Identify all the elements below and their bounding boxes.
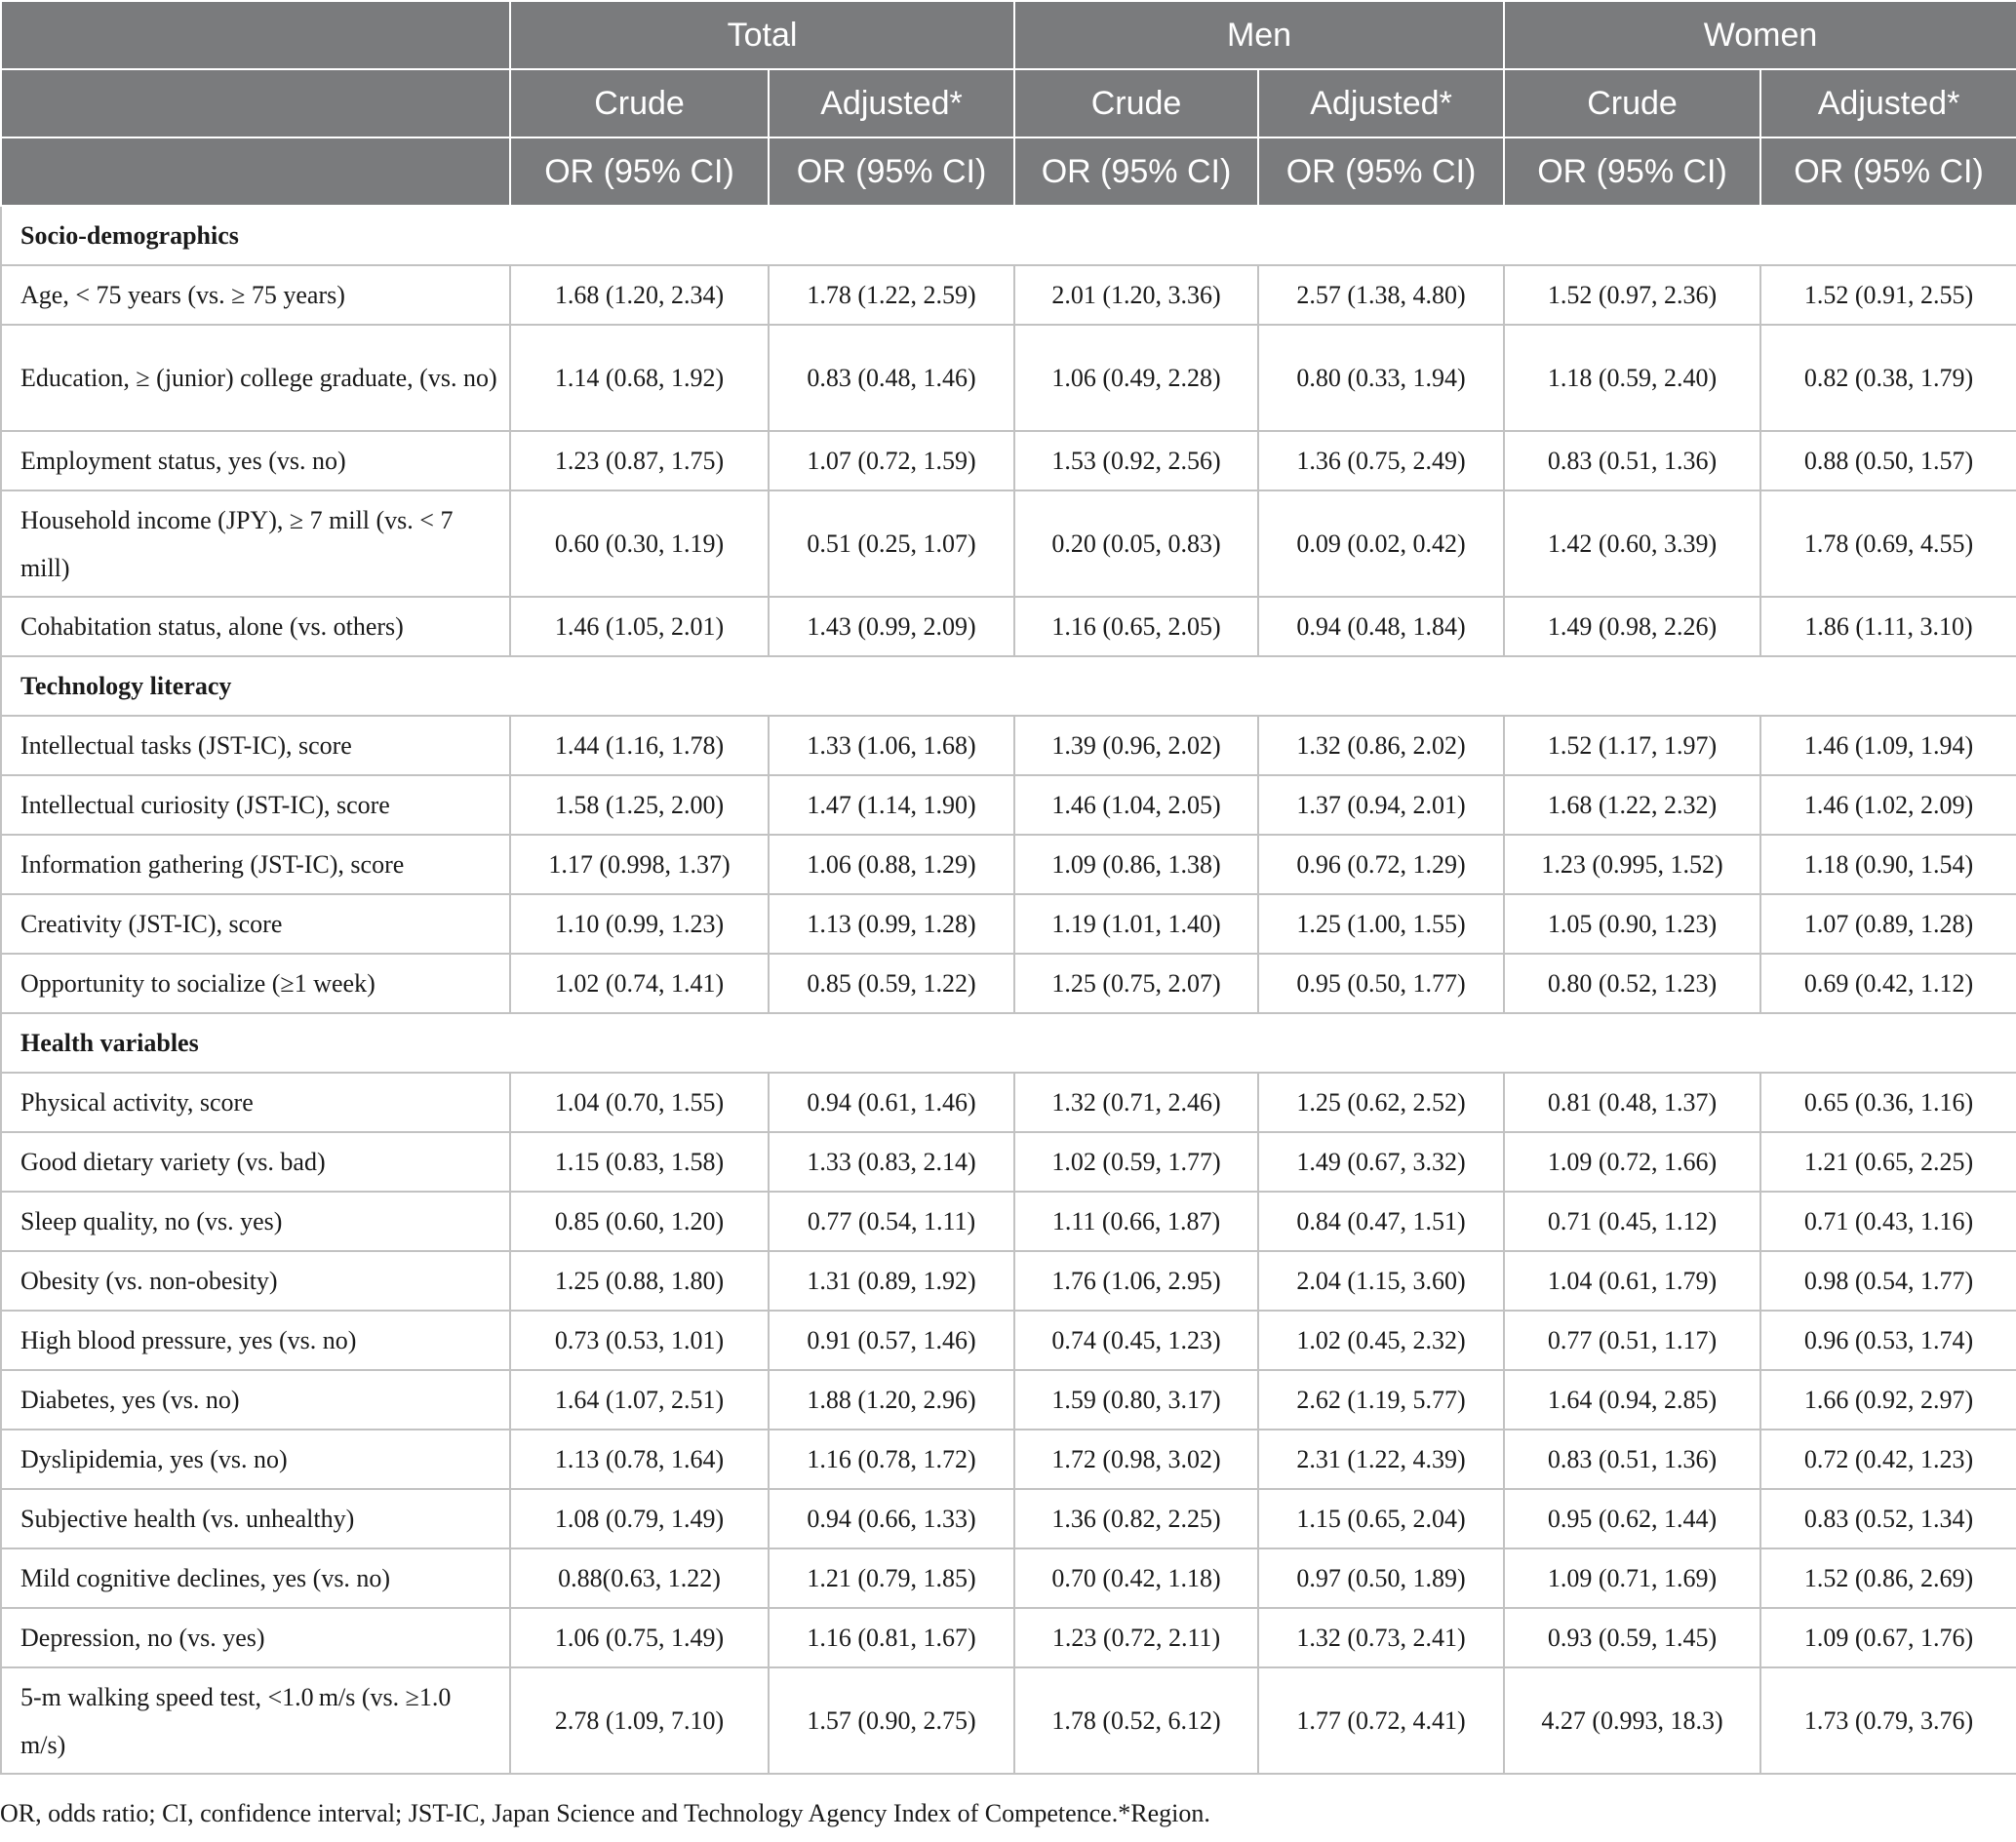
- or-value-cell: 1.13 (0.99, 1.28): [769, 894, 1014, 954]
- or-value-cell: 1.76 (1.06, 2.95): [1014, 1251, 1258, 1311]
- table-row: [1, 265, 2016, 325]
- row-label: Cohabitation status, alone (vs. others): [1, 597, 510, 656]
- or-value-cell: 1.36 (0.82, 2.25): [1014, 1489, 1258, 1548]
- table-row: [1, 894, 2016, 954]
- or-value-cell: 0.20 (0.05, 0.83): [1014, 490, 1258, 597]
- table-row: [1, 716, 2016, 775]
- or-value-cell: 1.23 (0.72, 2.11): [1014, 1608, 1258, 1667]
- or-value-cell: 1.04 (0.61, 1.79): [1504, 1251, 1760, 1311]
- or-value-cell: 1.44 (1.16, 1.78): [510, 716, 769, 775]
- or-value-cell: 1.52 (0.91, 2.55): [1760, 265, 2016, 325]
- or-value-cell: 1.43 (0.99, 2.09): [769, 597, 1014, 656]
- or-value-cell: 1.06 (0.75, 1.49): [510, 1608, 769, 1667]
- table-header: [1, 1, 2016, 206]
- or-value-cell: 1.02 (0.74, 1.41): [510, 954, 769, 1013]
- header-metric: OR (95% CI): [1014, 137, 1258, 206]
- or-value-cell: 0.71 (0.43, 1.16): [1760, 1192, 2016, 1251]
- or-value-cell: 0.94 (0.61, 1.46): [769, 1073, 1014, 1132]
- or-value-cell: 1.09 (0.71, 1.69): [1504, 1548, 1760, 1608]
- or-value-cell: 1.15 (0.65, 2.04): [1258, 1489, 1504, 1548]
- row-label: Mild cognitive declines, yes (vs. no): [1, 1548, 510, 1608]
- or-value-cell: 1.06 (0.49, 2.28): [1014, 325, 1258, 431]
- or-value-cell: 2.62 (1.19, 5.77): [1258, 1370, 1504, 1430]
- or-value-cell: 0.88 (0.50, 1.57): [1760, 431, 2016, 490]
- or-value-cell: 1.46 (1.05, 2.01): [510, 597, 769, 656]
- or-value-cell: 0.70 (0.42, 1.18): [1014, 1548, 1258, 1608]
- or-value-cell: 0.81 (0.48, 1.37): [1504, 1073, 1760, 1132]
- row-label: Depression, no (vs. yes): [1, 1608, 510, 1667]
- or-value-cell: 1.33 (0.83, 2.14): [769, 1132, 1014, 1192]
- table-row: [1, 1192, 2016, 1251]
- header-women-crude: Crude: [1504, 69, 1760, 137]
- table-row: [1, 1548, 2016, 1608]
- or-value-cell: 1.02 (0.59, 1.77): [1014, 1132, 1258, 1192]
- header-corner-cell: [1, 137, 510, 206]
- or-value-cell: 1.23 (0.87, 1.75): [510, 431, 769, 490]
- or-value-cell: 1.46 (1.09, 1.94): [1760, 716, 2016, 775]
- header-corner-cell: [1, 69, 510, 137]
- or-value-cell: 1.19 (1.01, 1.40): [1014, 894, 1258, 954]
- or-value-cell: 1.23 (0.995, 1.52): [1504, 835, 1760, 894]
- or-value-cell: 1.21 (0.65, 2.25): [1760, 1132, 2016, 1192]
- or-value-cell: 1.46 (1.02, 2.09): [1760, 775, 2016, 835]
- row-label: Physical activity, score: [1, 1073, 510, 1132]
- or-value-cell: 0.96 (0.53, 1.74): [1760, 1311, 2016, 1370]
- or-value-cell: 0.60 (0.30, 1.19): [510, 490, 769, 597]
- or-value-cell: 0.85 (0.60, 1.20): [510, 1192, 769, 1251]
- or-value-cell: 1.11 (0.66, 1.87): [1014, 1192, 1258, 1251]
- or-value-cell: 1.07 (0.89, 1.28): [1760, 894, 2016, 954]
- or-value-cell: 0.77 (0.54, 1.11): [769, 1192, 1014, 1251]
- or-value-cell: 1.25 (0.88, 1.80): [510, 1251, 769, 1311]
- or-value-cell: 1.49 (0.67, 3.32): [1258, 1132, 1504, 1192]
- or-value-cell: 1.78 (1.22, 2.59): [769, 265, 1014, 325]
- row-label: Good dietary variety (vs. bad): [1, 1132, 510, 1192]
- row-label: 5-m walking speed test, <1.0 m/s (vs. ≥1.0 m/s): [1, 1667, 510, 1774]
- or-value-cell: 0.77 (0.51, 1.17): [1504, 1311, 1760, 1370]
- row-label: Intellectual curiosity (JST-IC), score: [1, 775, 510, 835]
- or-value-cell: 0.91 (0.57, 1.46): [769, 1311, 1014, 1370]
- or-value-cell: 1.21 (0.79, 1.85): [769, 1548, 1014, 1608]
- or-value-cell: 1.17 (0.998, 1.37): [510, 835, 769, 894]
- or-value-cell: 0.95 (0.50, 1.77): [1258, 954, 1504, 1013]
- or-value-cell: 0.97 (0.50, 1.89): [1258, 1548, 1504, 1608]
- row-label: Employment status, yes (vs. no): [1, 431, 510, 490]
- or-value-cell: 1.14 (0.68, 1.92): [510, 325, 769, 431]
- table-row: [1, 1608, 2016, 1667]
- or-value-cell: 1.09 (0.72, 1.66): [1504, 1132, 1760, 1192]
- row-label: Subjective health (vs. unhealthy): [1, 1489, 510, 1548]
- or-value-cell: 1.39 (0.96, 2.02): [1014, 716, 1258, 775]
- or-value-cell: 0.74 (0.45, 1.23): [1014, 1311, 1258, 1370]
- or-value-cell: 1.08 (0.79, 1.49): [510, 1489, 769, 1548]
- table-row: [1, 1311, 2016, 1370]
- table-row: [1, 1370, 2016, 1430]
- row-label: Household income (JPY), ≥ 7 mill (vs. < 7 mill): [1, 490, 510, 597]
- or-value-cell: 1.49 (0.98, 2.26): [1504, 597, 1760, 656]
- table-footnote: OR, odds ratio; CI, confidence interval; JST-IC, Japan Science and Technology Agency Index of Competence.*Region.: [0, 1799, 1210, 1827]
- row-label: Sleep quality, no (vs. yes): [1, 1192, 510, 1251]
- section-header-row: [1, 206, 2016, 265]
- table-row: [1, 954, 2016, 1013]
- or-value-cell: 1.06 (0.88, 1.29): [769, 835, 1014, 894]
- or-value-cell: 1.18 (0.59, 2.40): [1504, 325, 1760, 431]
- or-value-cell: 1.18 (0.90, 1.54): [1760, 835, 2016, 894]
- header-metric: OR (95% CI): [510, 137, 769, 206]
- or-value-cell: 2.04 (1.15, 3.60): [1258, 1251, 1504, 1311]
- or-value-cell: 1.88 (1.20, 2.96): [769, 1370, 1014, 1430]
- table-row: [1, 597, 2016, 656]
- header-men-adjusted: Adjusted*: [1258, 69, 1504, 137]
- or-value-cell: 1.77 (0.72, 4.41): [1258, 1667, 1504, 1774]
- or-value-cell: 0.94 (0.48, 1.84): [1258, 597, 1504, 656]
- or-value-cell: 1.59 (0.80, 3.17): [1014, 1370, 1258, 1430]
- or-value-cell: 1.78 (0.69, 4.55): [1760, 490, 2016, 597]
- header-corner-cell: [1, 1, 510, 69]
- or-value-cell: 1.09 (0.86, 1.38): [1014, 835, 1258, 894]
- header-group-women: Women: [1504, 1, 2016, 69]
- or-value-cell: 1.32 (0.86, 2.02): [1258, 716, 1504, 775]
- or-value-cell: 1.16 (0.65, 2.05): [1014, 597, 1258, 656]
- or-value-cell: 1.09 (0.67, 1.76): [1760, 1608, 2016, 1667]
- or-value-cell: 1.53 (0.92, 2.56): [1014, 431, 1258, 490]
- or-value-cell: 2.78 (1.09, 7.10): [510, 1667, 769, 1774]
- or-value-cell: 1.64 (0.94, 2.85): [1504, 1370, 1760, 1430]
- table-row: [1, 1667, 2016, 1774]
- or-value-cell: 1.04 (0.70, 1.55): [510, 1073, 769, 1132]
- table-row: [1, 431, 2016, 490]
- or-value-cell: 2.01 (1.20, 3.36): [1014, 265, 1258, 325]
- or-value-cell: 1.05 (0.90, 1.23): [1504, 894, 1760, 954]
- header-row-groups: [1, 1, 2016, 69]
- or-value-cell: 2.57 (1.38, 4.80): [1258, 265, 1504, 325]
- or-value-cell: 1.25 (0.62, 2.52): [1258, 1073, 1504, 1132]
- section-title: Health variables: [1, 1013, 2016, 1073]
- or-value-cell: 0.83 (0.51, 1.36): [1504, 431, 1760, 490]
- table-row: [1, 1132, 2016, 1192]
- or-value-cell: 1.57 (0.90, 2.75): [769, 1667, 1014, 1774]
- or-value-cell: 0.88(0.63, 1.22): [510, 1548, 769, 1608]
- table-row: [1, 775, 2016, 835]
- or-value-cell: 0.51 (0.25, 1.07): [769, 490, 1014, 597]
- or-value-cell: 0.94 (0.66, 1.33): [769, 1489, 1014, 1548]
- row-label: Creativity (JST-IC), score: [1, 894, 510, 954]
- or-value-cell: 0.96 (0.72, 1.29): [1258, 835, 1504, 894]
- or-value-cell: 0.83 (0.52, 1.34): [1760, 1489, 2016, 1548]
- or-value-cell: 1.42 (0.60, 3.39): [1504, 490, 1760, 597]
- table-row: [1, 1430, 2016, 1489]
- or-value-cell: 1.66 (0.92, 2.97): [1760, 1370, 2016, 1430]
- table-row: [1, 1489, 2016, 1548]
- row-label: Obesity (vs. non-obesity): [1, 1251, 510, 1311]
- or-value-cell: 0.83 (0.48, 1.46): [769, 325, 1014, 431]
- or-value-cell: 0.09 (0.02, 0.42): [1258, 490, 1504, 597]
- row-label: Diabetes, yes (vs. no): [1, 1370, 510, 1430]
- section-title: Socio-demographics: [1, 206, 2016, 265]
- table-row: [1, 325, 2016, 431]
- or-value-cell: 0.73 (0.53, 1.01): [510, 1311, 769, 1370]
- or-value-cell: 1.32 (0.73, 2.41): [1258, 1608, 1504, 1667]
- or-value-cell: 0.69 (0.42, 1.12): [1760, 954, 2016, 1013]
- section-title: Technology literacy: [1, 656, 2016, 716]
- table-body: [1, 206, 2016, 1774]
- row-label: Intellectual tasks (JST-IC), score: [1, 716, 510, 775]
- row-label: High blood pressure, yes (vs. no): [1, 1311, 510, 1370]
- or-value-cell: 2.31 (1.22, 4.39): [1258, 1430, 1504, 1489]
- or-value-cell: 1.64 (1.07, 2.51): [510, 1370, 769, 1430]
- or-value-cell: 1.68 (1.20, 2.34): [510, 265, 769, 325]
- or-value-cell: 1.52 (1.17, 1.97): [1504, 716, 1760, 775]
- row-label: Dyslipidemia, yes (vs. no): [1, 1430, 510, 1489]
- header-group-total: Total: [510, 1, 1014, 69]
- or-value-cell: 0.83 (0.51, 1.36): [1504, 1430, 1760, 1489]
- or-value-cell: 0.71 (0.45, 1.12): [1504, 1192, 1760, 1251]
- or-value-cell: 1.15 (0.83, 1.58): [510, 1132, 769, 1192]
- or-value-cell: 0.80 (0.33, 1.94): [1258, 325, 1504, 431]
- or-value-cell: 1.13 (0.78, 1.64): [510, 1430, 769, 1489]
- or-value-cell: 1.16 (0.78, 1.72): [769, 1430, 1014, 1489]
- header-metric: OR (95% CI): [1258, 137, 1504, 206]
- row-label: Information gathering (JST-IC), score: [1, 835, 510, 894]
- header-metric: OR (95% CI): [1504, 137, 1760, 206]
- header-metric: OR (95% CI): [769, 137, 1014, 206]
- or-value-cell: 1.52 (0.97, 2.36): [1504, 265, 1760, 325]
- table-row: [1, 490, 2016, 597]
- table-row: [1, 1251, 2016, 1311]
- or-value-cell: 0.82 (0.38, 1.79): [1760, 325, 2016, 431]
- or-value-cell: 1.73 (0.79, 3.76): [1760, 1667, 2016, 1774]
- or-value-cell: 1.07 (0.72, 1.59): [769, 431, 1014, 490]
- or-value-cell: 1.46 (1.04, 2.05): [1014, 775, 1258, 835]
- or-value-cell: 4.27 (0.993, 18.3): [1504, 1667, 1760, 1774]
- or-value-cell: 0.98 (0.54, 1.77): [1760, 1251, 2016, 1311]
- or-value-cell: 1.86 (1.11, 3.10): [1760, 597, 2016, 656]
- or-value-cell: 1.16 (0.81, 1.67): [769, 1608, 1014, 1667]
- or-value-cell: 1.68 (1.22, 2.32): [1504, 775, 1760, 835]
- or-value-cell: 1.33 (1.06, 1.68): [769, 716, 1014, 775]
- or-value-cell: 1.36 (0.75, 2.49): [1258, 431, 1504, 490]
- or-value-cell: 1.31 (0.89, 1.92): [769, 1251, 1014, 1311]
- or-value-cell: 1.25 (1.00, 1.55): [1258, 894, 1504, 954]
- or-value-cell: 1.52 (0.86, 2.69): [1760, 1548, 2016, 1608]
- or-value-cell: 1.37 (0.94, 2.01): [1258, 775, 1504, 835]
- or-value-cell: 1.47 (1.14, 1.90): [769, 775, 1014, 835]
- header-total-adjusted: Adjusted*: [769, 69, 1014, 137]
- section-header-row: [1, 1013, 2016, 1073]
- or-value-cell: 1.58 (1.25, 2.00): [510, 775, 769, 835]
- row-label: Opportunity to socialize (≥1 week): [1, 954, 510, 1013]
- or-value-cell: 0.93 (0.59, 1.45): [1504, 1608, 1760, 1667]
- or-value-cell: 0.80 (0.52, 1.23): [1504, 954, 1760, 1013]
- or-value-cell: 0.95 (0.62, 1.44): [1504, 1489, 1760, 1548]
- row-label: Age, < 75 years (vs. ≥ 75 years): [1, 265, 510, 325]
- header-metric: OR (95% CI): [1760, 137, 2016, 206]
- header-women-adjusted: Adjusted*: [1760, 69, 2016, 137]
- header-men-crude: Crude: [1014, 69, 1258, 137]
- or-value-cell: 1.10 (0.99, 1.23): [510, 894, 769, 954]
- table-row: [1, 835, 2016, 894]
- or-value-cell: 0.85 (0.59, 1.22): [769, 954, 1014, 1013]
- section-header-row: [1, 656, 2016, 716]
- or-value-cell: 1.78 (0.52, 6.12): [1014, 1667, 1258, 1774]
- or-value-cell: 1.02 (0.45, 2.32): [1258, 1311, 1504, 1370]
- or-value-cell: 0.72 (0.42, 1.23): [1760, 1430, 2016, 1489]
- header-row-model: [1, 69, 2016, 137]
- header-group-men: Men: [1014, 1, 1504, 69]
- or-value-cell: 1.25 (0.75, 2.07): [1014, 954, 1258, 1013]
- table-row: [1, 1073, 2016, 1132]
- row-label: Education, ≥ (junior) college graduate, (vs. no): [1, 325, 510, 431]
- or-value-cell: 0.65 (0.36, 1.16): [1760, 1073, 2016, 1132]
- or-value-cell: 1.72 (0.98, 3.02): [1014, 1430, 1258, 1489]
- or-value-cell: 0.84 (0.47, 1.51): [1258, 1192, 1504, 1251]
- or-value-cell: 1.32 (0.71, 2.46): [1014, 1073, 1258, 1132]
- header-total-crude: Crude: [510, 69, 769, 137]
- header-row-metric: [1, 137, 2016, 206]
